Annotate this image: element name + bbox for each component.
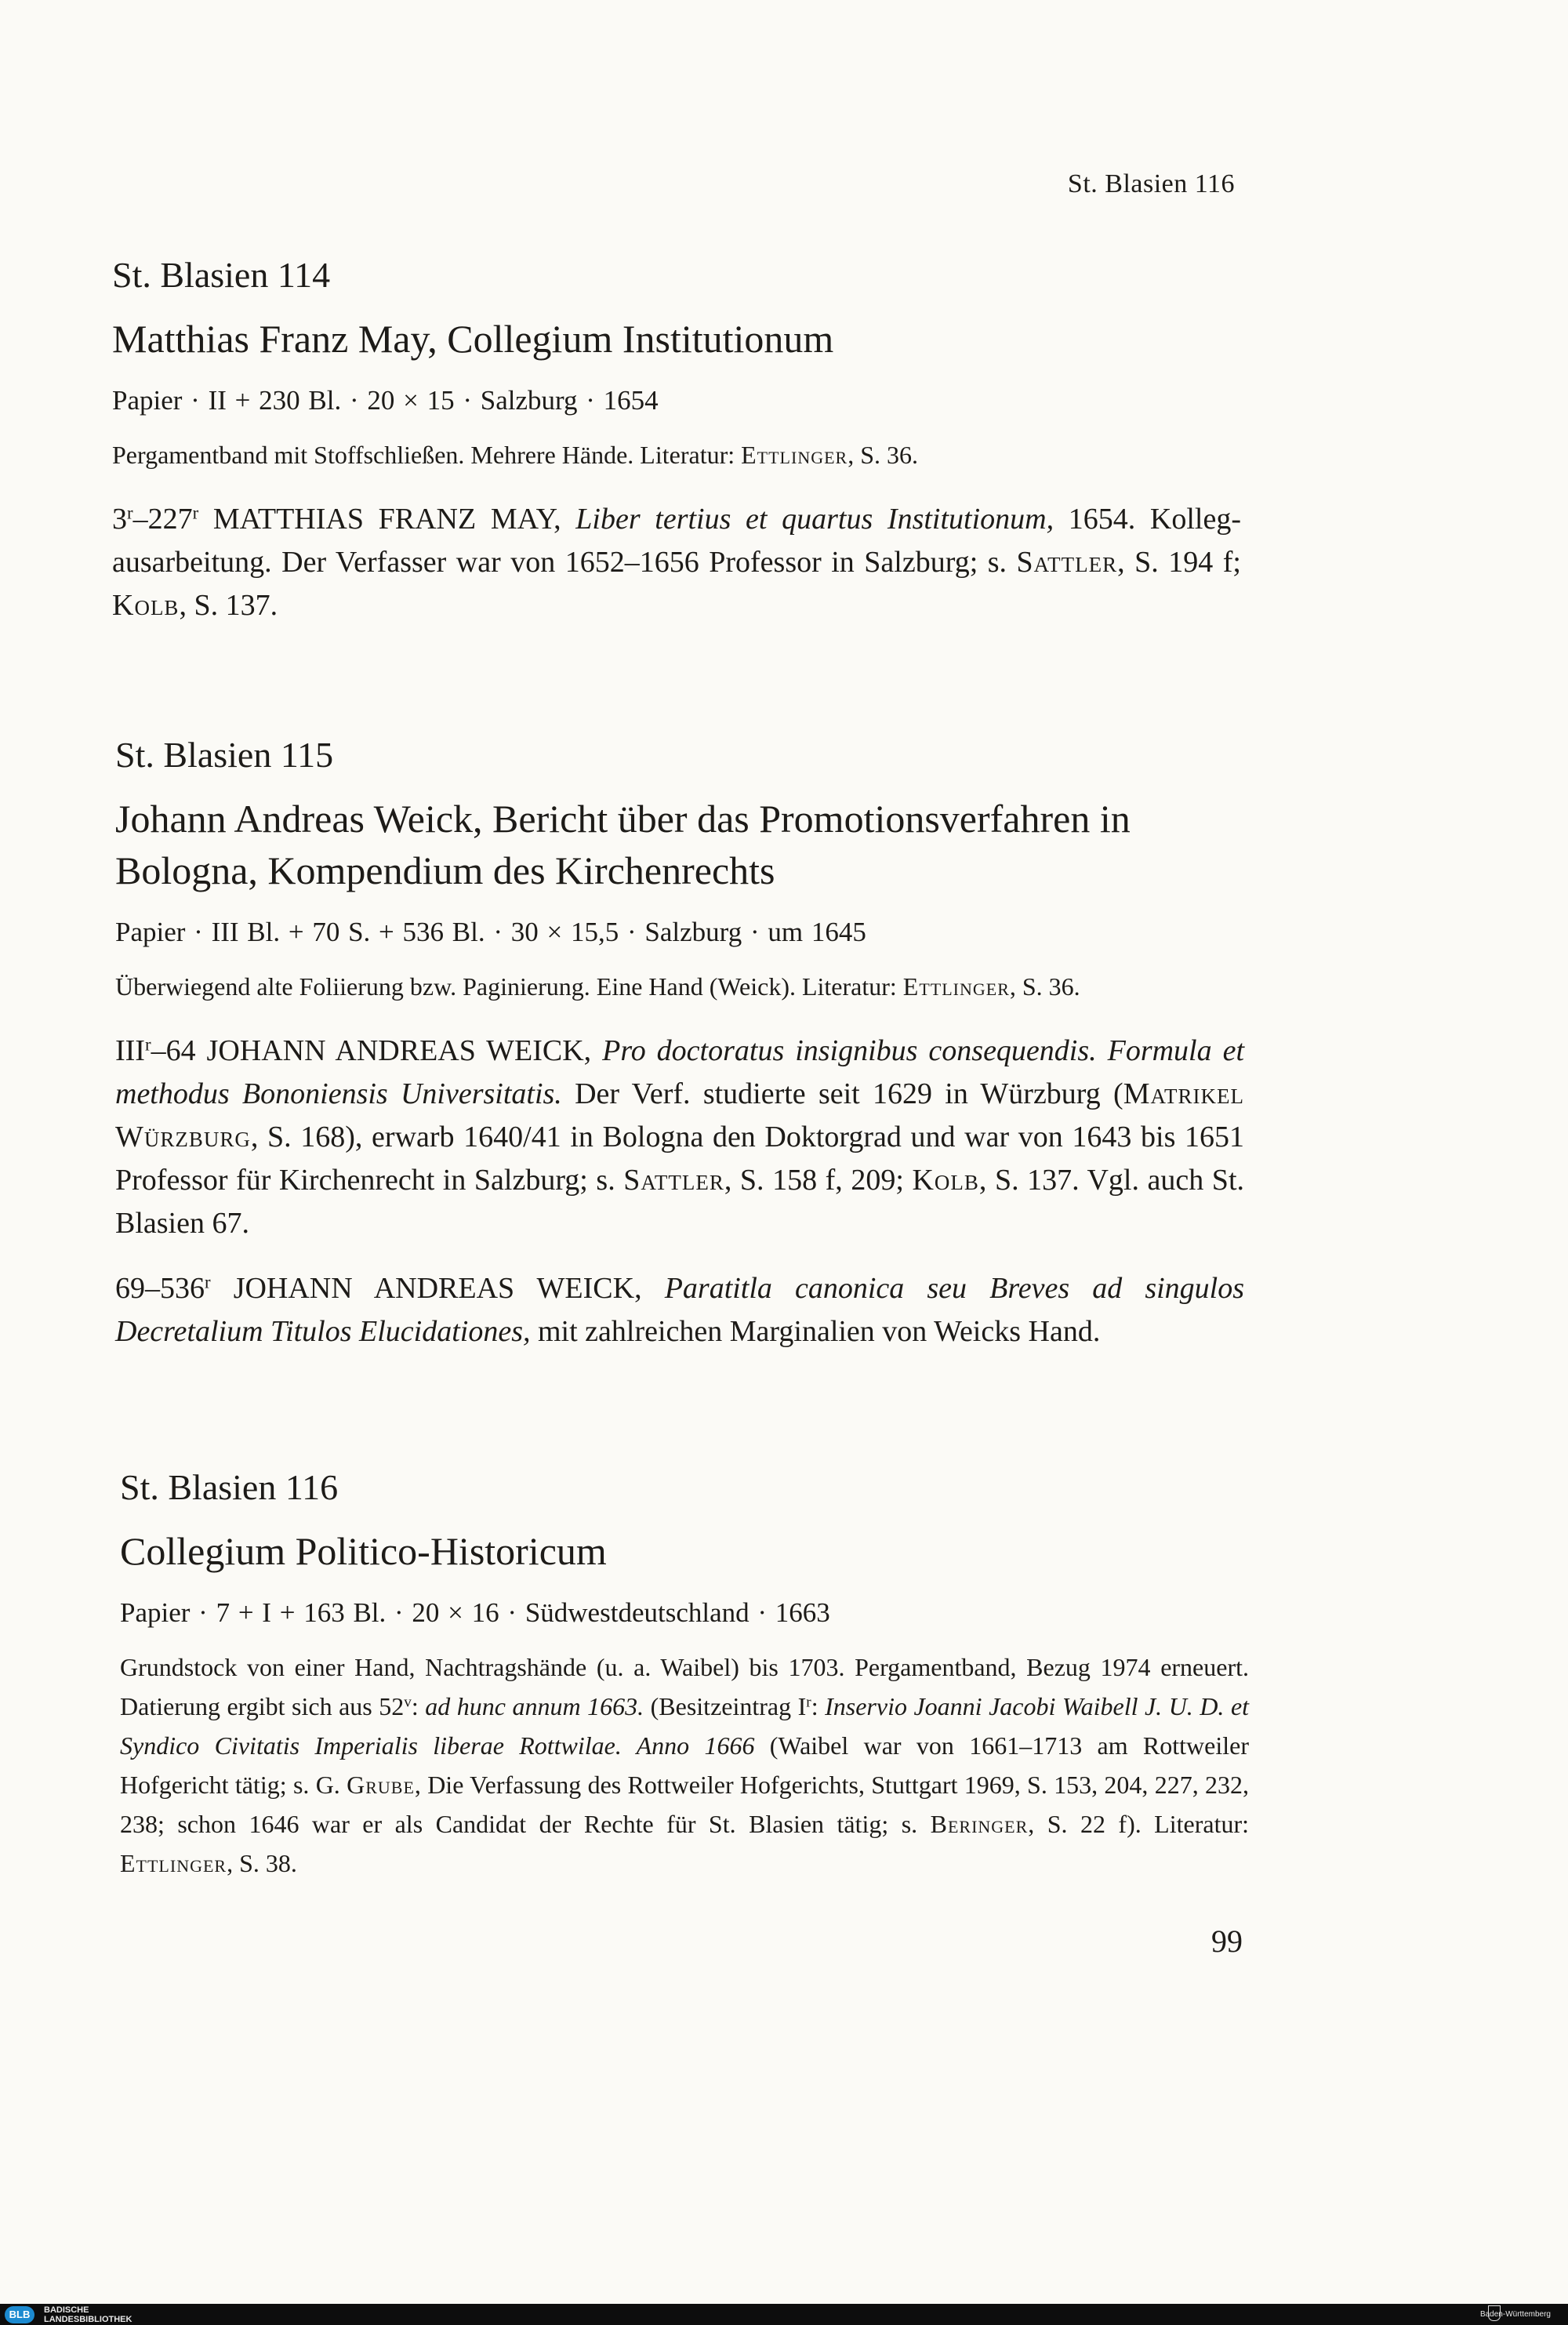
shelfmark: St. Blasien 116 <box>120 1467 339 1507</box>
blb-logo: BLB <box>5 2306 34 2323</box>
state-label: Baden-Württemberg <box>1479 2310 1551 2319</box>
codicological-note: Grundstock von einer Hand, Nachtragshände (u. a. Waibel) bis 1703. Pergamentband, Bezug 1974 erneuert. Datierung ergibt sich aus 52$^v$: ad hunc annum 1663. (Besitzeintrag $I^r$: Inservio Joanni Jacobi Waibell J. U. D. et Syndico Civitatis Imperialis liberae Rottwilae. Anno 1666 (Waibel war von 1661–1713 am Rottweiler Hofgericht tätig; s. G. Grube, Die Verfassung des Rottweiler Hofgerichts, Stuttgart 1969, S. 153, 204, 227, 232, 238; schon 1646 war er als Candidat der Rechte für St. Blasien tätig; s. Beringer, S. 22 f). Literatur: Ettlinger, S. 38. <box>120 1653 1250 1877</box>
codicological-note: Pergamentband mit Stoffschließen. Mehrere Hände. Literatur: Ettlinger, S. 36. <box>112 441 918 469</box>
entry-title: Matthias Franz May, Collegium Institutionum <box>112 317 834 361</box>
shelfmark: St. Blasien 114 <box>112 255 331 295</box>
entry-st-blasien-116 <box>120 1466 1249 1906</box>
shelfmark: St. Blasien 115 <box>115 735 334 775</box>
viewer-footer-bar <box>0 2304 1568 2325</box>
entry-title: Johann Andreas Weick, Bericht über das Promotionsverfahren in Bologna, Kompendium des Kirchenrechts <box>115 797 1131 892</box>
running-head: St. Blasien 116 <box>1067 169 1235 198</box>
physical-description: Papier · 7 + I + 163 Bl. · 20 × 16 · Südwestdeutschland · 1663 <box>120 1597 830 1628</box>
content-item: III$^r$–64 JOHANN ANDREAS WEICK, Pro doctoratus insignibus consequendis. Formula et methodus Bononiensis Universitatis. Der Verf. studierte seit 1629 in Würzburg (Matrikel Würzburg, S. 168), erwarb 1640/41 in Bologna den Doktorgrad und war von 1643 bis 1651 Professor für Kirchenrecht in Salzburg; s. Sattler, S. 158 f, 209; Kolb, S. 137. Vgl. auch St. Blasien 67. <box>115 1034 1244 1240</box>
physical-description: Papier · II + 230 Bl. · 20 × 15 · Salzburg · 1654 <box>112 385 659 416</box>
library-name: BADISCHE LANDESBIBLIOTHEK <box>44 2305 132 2324</box>
entry-st-blasien-114 <box>112 254 1241 649</box>
entry-st-blasien-115 <box>115 734 1244 1375</box>
content-item: 3$^r$–227$^r$ MATTHIAS FRANZ MAY, Liber tertius et quartus Institutionum, 1654. Kollegausarbeitung. Der Verfasser war von 1652–1656 Professor in Salzburg; s. Sattler, S. 194 f; Kolb, S. 137. <box>112 503 1241 622</box>
page-number: 99 <box>1211 1924 1243 1959</box>
entry-title: Collegium Politico-Historicum <box>120 1529 607 1573</box>
content-item: 69–536$^r$ JOHANN ANDREAS WEICK, Paratitla canonica seu Breves ad singulos Decretalium Titulos Elucidationes, mit zahlreichen Marginalien von Weicks Hand. <box>115 1272 1245 1348</box>
physical-description: Papier · III Bl. + 70 S. + 536 Bl. · 30 × 15,5 · Salzburg · um 1645 <box>115 917 866 947</box>
codicological-note: Überwiegend alte Foliierung bzw. Paginierung. Eine Hand (Weick). Literatur: Ettlinger, S. 36. <box>115 972 1080 1001</box>
